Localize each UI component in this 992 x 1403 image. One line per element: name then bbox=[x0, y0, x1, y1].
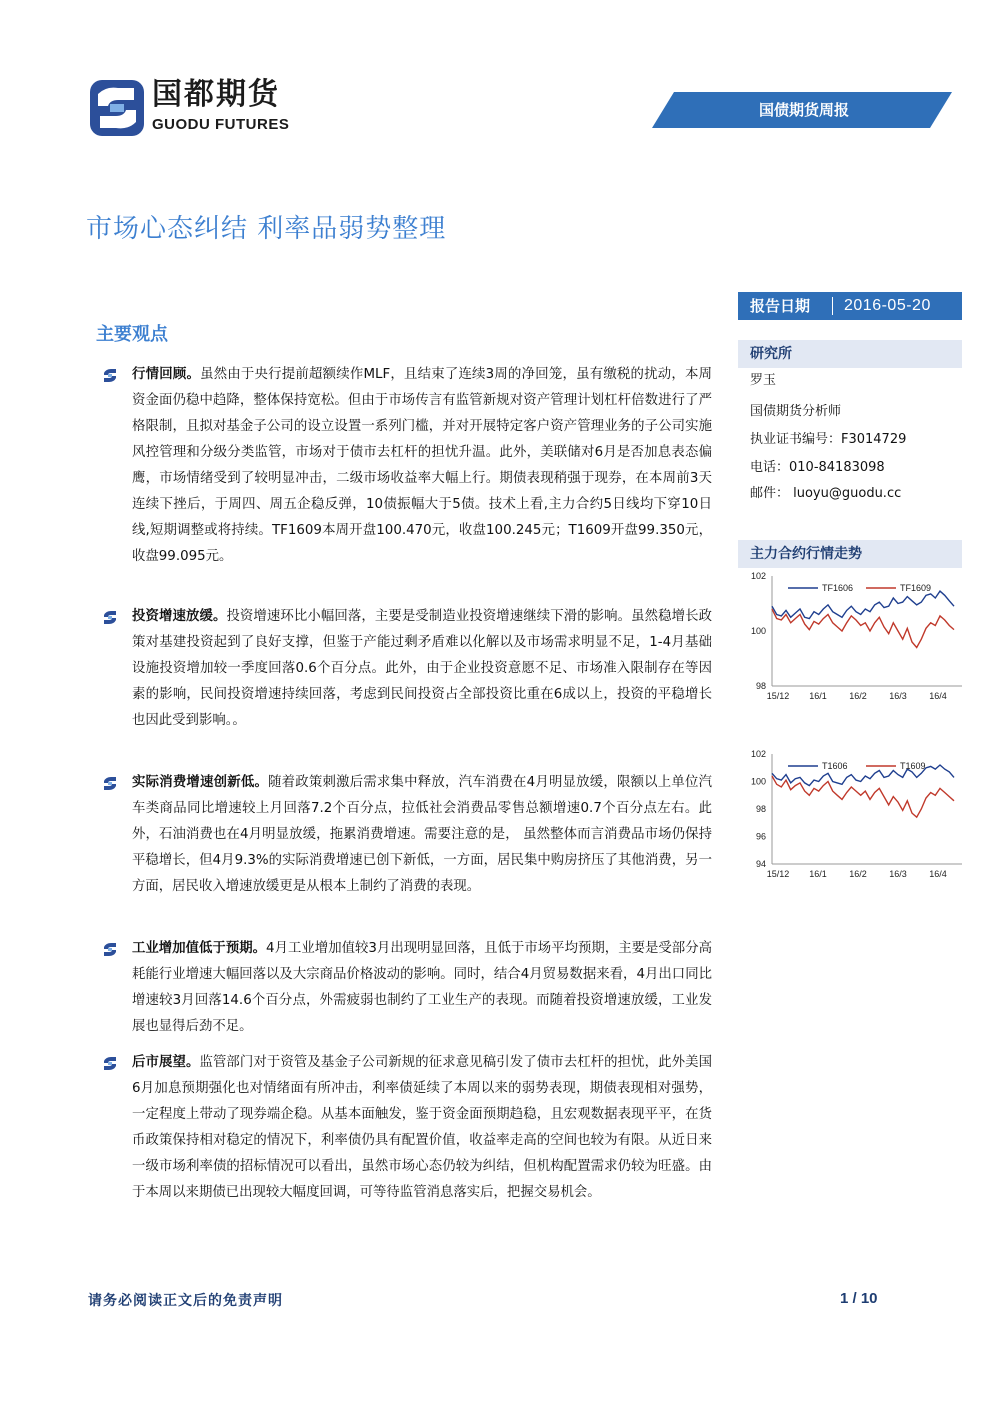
report-date-label: 报告日期 bbox=[750, 297, 811, 315]
paragraph-lead: 投资增速放缓。 bbox=[132, 609, 227, 624]
analyst-name: 罗玉 bbox=[750, 373, 777, 388]
bullet-icon bbox=[102, 610, 118, 625]
x-tick-label: 16/1 bbox=[809, 691, 827, 701]
paragraph-lead: 后市展望。 bbox=[132, 1055, 200, 1070]
section-title: 主要观点 bbox=[96, 324, 168, 345]
bullet-icon bbox=[102, 1056, 118, 1071]
report-date-bar bbox=[738, 292, 962, 320]
bullet-icon bbox=[102, 942, 118, 957]
y-tick-label: 98 bbox=[755, 681, 766, 691]
report-title: 市场心态纠结 利率品弱势整理 bbox=[86, 214, 447, 244]
y-tick-label: 100 bbox=[750, 776, 766, 787]
date-divider bbox=[832, 297, 833, 315]
y-tick-label: 100 bbox=[750, 626, 766, 636]
paragraph-lead: 实际消费增速创新低。 bbox=[132, 775, 269, 790]
viewpoint-paragraph bbox=[102, 936, 712, 1040]
report-type-label: 国债期货周报 bbox=[758, 101, 849, 119]
series-line-TF1609 bbox=[772, 609, 954, 648]
paragraph-body: 投资增速环比小幅回落，主要是受制造业投资增速继续下滑的影响。虽然稳增长政策对基建投资起到了良好支撑，但鉴于产能过剩矛盾难以化解以及市场需求明显不足，1-4月基础设施投资增加较一季度回落0.6个百分点。此外，由于企业投资意愿不足、市场准入限制存在等因素的影响，民间投资增速持续回落，考虑到民间投资占全部投资比重在6成以上，投资的平稳增长也因此受到影响。。 bbox=[132, 609, 712, 728]
paragraph-text bbox=[132, 604, 712, 734]
company-logo bbox=[88, 76, 338, 140]
legend-label-T1606: T1606 bbox=[822, 761, 848, 771]
bullet-icon bbox=[102, 368, 118, 383]
x-tick-label: 15/12 bbox=[766, 691, 790, 701]
viewpoint-paragraph bbox=[102, 770, 712, 900]
page-number: 1 / 10 bbox=[840, 1290, 878, 1307]
research-heading: 研究所 bbox=[738, 340, 962, 368]
disclaimer-notice[interactable]: 请务必阅读正文后的免责声明 bbox=[88, 1293, 283, 1309]
viewpoint-paragraph bbox=[102, 604, 712, 734]
x-tick-label: 16/2 bbox=[849, 869, 867, 879]
x-tick-label: 16/2 bbox=[849, 691, 867, 701]
x-tick-label: 15/12 bbox=[766, 869, 790, 879]
x-tick-label: 16/1 bbox=[809, 869, 827, 879]
x-tick-label: 16/3 bbox=[889, 691, 907, 701]
legend-label-TF1609: TF1609 bbox=[900, 583, 932, 593]
legend-label-TF1606: TF1606 bbox=[822, 583, 854, 593]
analyst-email[interactable]: 邮件： luoyu@guodu.cc bbox=[750, 486, 902, 501]
x-tick-label: 16/4 bbox=[929, 869, 947, 879]
paragraph-text bbox=[132, 1050, 712, 1206]
analyst-cert: 执业证书编号：F3014729 bbox=[750, 432, 907, 447]
analyst-phone: 电话：010-84183098 bbox=[750, 460, 885, 475]
y-tick-label: 96 bbox=[755, 831, 766, 842]
chart-heading: 主力合约行情走势 bbox=[738, 540, 962, 568]
report-date-value: 2016-05-20 bbox=[844, 297, 931, 314]
paragraph-body: 4月工业增加值较3月出现明显回落，且低于市场平均预期，主要是受部分高耗能行业增速大幅回落以及大宗商品价格波动的影响。同时，结合4月贸易数据来看，4月出口同比增速较3月回落14.6个百分点，外需疲弱也制约了工业生产的表现。而随着投资增速放缓，工业发展也显得后劲不足。 bbox=[132, 941, 713, 1034]
paragraph-text bbox=[132, 936, 712, 1040]
y-tick-label: 98 bbox=[755, 804, 766, 814]
logo-text-en: GUODU FUTURES bbox=[152, 116, 290, 133]
paragraph-body: 监管部门对于资管及基金子公司新规的征求意见稿引发了债市去杠杆的担忧，此外美国6月加息预期强化也对情绪面有所冲击，利率债延续了本周以来的弱势表现，期债表现相对强势，一定程度上带动了现券端企稳。从基本面触发，鉴于资金面预期趋稳，且宏观数据表现平平，在货币政策保持相对稳定的情况下，利率债仍具有配置价值，收益率走高的空间也较为有限。从近日来一级市场利率债的招标情况可以看出，虽然市场心态仍较为纠结，但机构配置需求仍较为旺盛。由于本周以来期债已出现较大幅度回调，可等待监管消息落实后，把握交易机会。 bbox=[132, 1055, 712, 1200]
y-tick-label: 94 bbox=[755, 859, 766, 869]
paragraph-text bbox=[132, 770, 712, 900]
x-tick-label: 16/4 bbox=[929, 691, 947, 701]
paragraph-body: 随着政策刺激后需求集中释放，汽车消费在4月明显放缓，限额以上单位汽车类商品同比增速较上月回落7.2个百分点，拉低社会消费品零售总额增速0.7个百分点左右。此外，石油消费也在4月明显放缓，拖累消费增速。需要注意的是， 虽然整体而言消费品市场仍保持平稳增长，但4月9.3%的实际消费增速已创下新低，一方面，居民集中购房挤压了其他消费，另一方面，居民收入增速放缓更是从根本上制约了消费的表现。 bbox=[132, 775, 713, 894]
paragraph-lead: 工业增加值低于预期。 bbox=[132, 941, 267, 956]
report-type-banner bbox=[652, 92, 952, 128]
series-line-T1609 bbox=[772, 776, 954, 817]
bullet-icon bbox=[102, 776, 118, 791]
logo-mark-icon bbox=[88, 78, 146, 138]
viewpoint-paragraph bbox=[102, 1050, 712, 1206]
paragraph-text bbox=[132, 362, 712, 570]
analyst-role: 国债期货分析师 bbox=[750, 404, 842, 419]
logo-text-cn: 国都期货 bbox=[152, 77, 280, 112]
x-tick-label: 16/3 bbox=[889, 869, 907, 879]
paragraph-lead: 行情回顾。 bbox=[132, 367, 201, 382]
legend-label-T1609: T1609 bbox=[900, 761, 926, 771]
y-tick-label: 102 bbox=[750, 571, 766, 581]
tf-price-chart bbox=[740, 570, 966, 710]
t-price-chart bbox=[740, 748, 966, 888]
y-tick-label: 102 bbox=[750, 749, 766, 759]
viewpoint-paragraph bbox=[102, 362, 712, 570]
paragraph-body: 虽然由于央行提前超额续作MLF，且结束了连续3周的净回笼，虽有缴税的扰动，本周资金面仍稳中趋降，整体保持宽松。但由于市场传言有监管新规对资产管理计划杠杆倍数进行了严格限制，且拟对基金子公司的设立设置一系列门槛，并对开展特定客户资产管理业务的子公司实施风控管理和分级分类监管，市场对于债市去杠杆的担忧升温。此外，美联储对6月是否加息表态偏鹰，市场情绪受到了较明显冲击，二级市场收益率大幅上行。期债表现稍强于现券，在本周前3天连续下挫后，于周四、周五企稳反弹，10债振幅大于5债。技术上看,主力合约5日线均下穿10日线,短期调整或将持续。TF1609本周开盘100.470元，收盘100.245元；T1609开盘99.350元，收盘99.095元。 bbox=[132, 367, 713, 564]
